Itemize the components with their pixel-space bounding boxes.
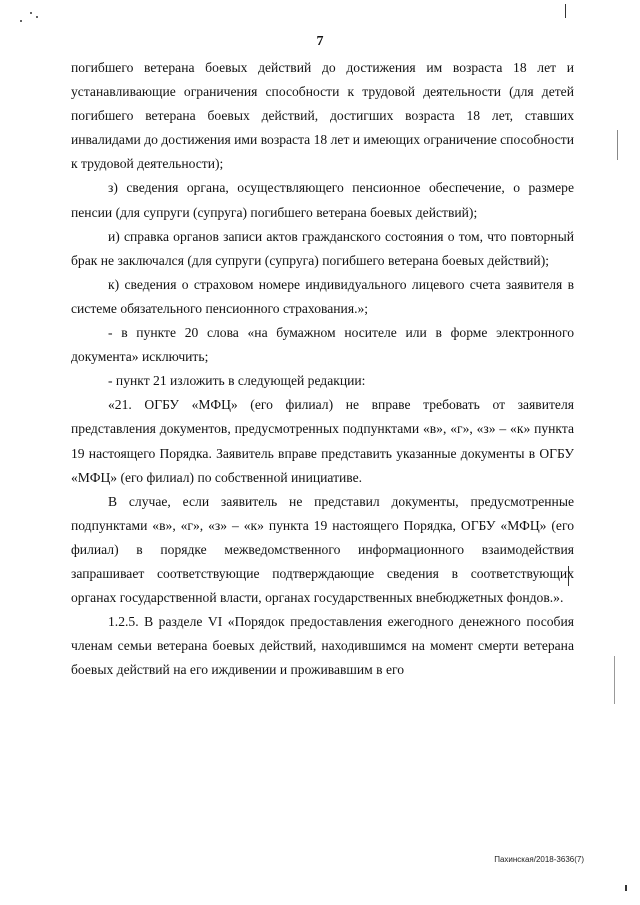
- paragraph: з) сведения органа, осуществляющего пенсионное обеспечение, о размере пенсии (для супруги (супруга) погибшего ветерана боевых действий);: [71, 180, 574, 220]
- scan-speck: [30, 12, 32, 14]
- paragraph: В случае, если заявитель не представил документы, предусмотренные подпунктами «в», «г», «з» – «к» пункта 19 настоящего Порядка, ОГБУ «МФЦ» (его филиал) в порядке межведомственного информационного взаимодействия запрашивает соответствующие подтверждающие сведения в соответствующих органах государственной власти, органах государственных внебюджетных фондов.».: [71, 493, 574, 606]
- paragraph: - в пункте 20 слова «на бумажном носителе или в форме электронного документа» исключить;: [71, 325, 574, 365]
- scan-line-mark: [617, 130, 618, 160]
- paragraph: и) справка органов записи актов гражданского состояния о том, что повторный брак не заключался (для супруги (супруга) погибшего ветерана боевых действий);: [71, 228, 574, 268]
- scan-line-mark: [565, 4, 566, 18]
- page-number: 7: [316, 34, 324, 49]
- scan-speck: [20, 20, 22, 22]
- document-reference-footer: Пахинская/2018-3636(7): [494, 855, 584, 864]
- scan-speck: [36, 16, 38, 18]
- paragraph: «21. ОГБУ «МФЦ» (его филиал) не вправе требовать от заявителя представления документов, предусмотренных подпунктами «в», «г», «з» – «к» пункта 19 настоящего Порядка. Заявитель вправе представить указанные документы в ОГБУ «МФЦ» (его филиал) по собственной инициативе.: [71, 397, 574, 485]
- document-body: [71, 56, 574, 682]
- paragraph: к) сведения о страховом номере индивидуального лицевого счета заявителя в системе обязательного пенсионного страхования.»;: [71, 276, 574, 316]
- paragraph: - пункт 21 изложить в следующей редакции:: [108, 373, 366, 389]
- paragraph: погибшего ветерана боевых действий до достижения им возраста 18 лет и устанавливающие ограничения способности к трудовой деятельности (для детей погибшего ветерана боевых действий, достигших возраста 18 лет, ставших инвалидами до достижения ими возраста 18 лет и имеющих ограничение способности к трудовой деятельности);: [71, 60, 574, 172]
- paragraph: 1.2.5. В разделе VI «Порядок предоставления ежегодного денежного пособия членам семьи ветерана боевых действий, находившимся на момент смерти ветерана боевых действий на его иждивении и проживавшим в его: [71, 614, 574, 678]
- scan-line-mark: [614, 656, 615, 704]
- scan-line-mark: [625, 885, 627, 891]
